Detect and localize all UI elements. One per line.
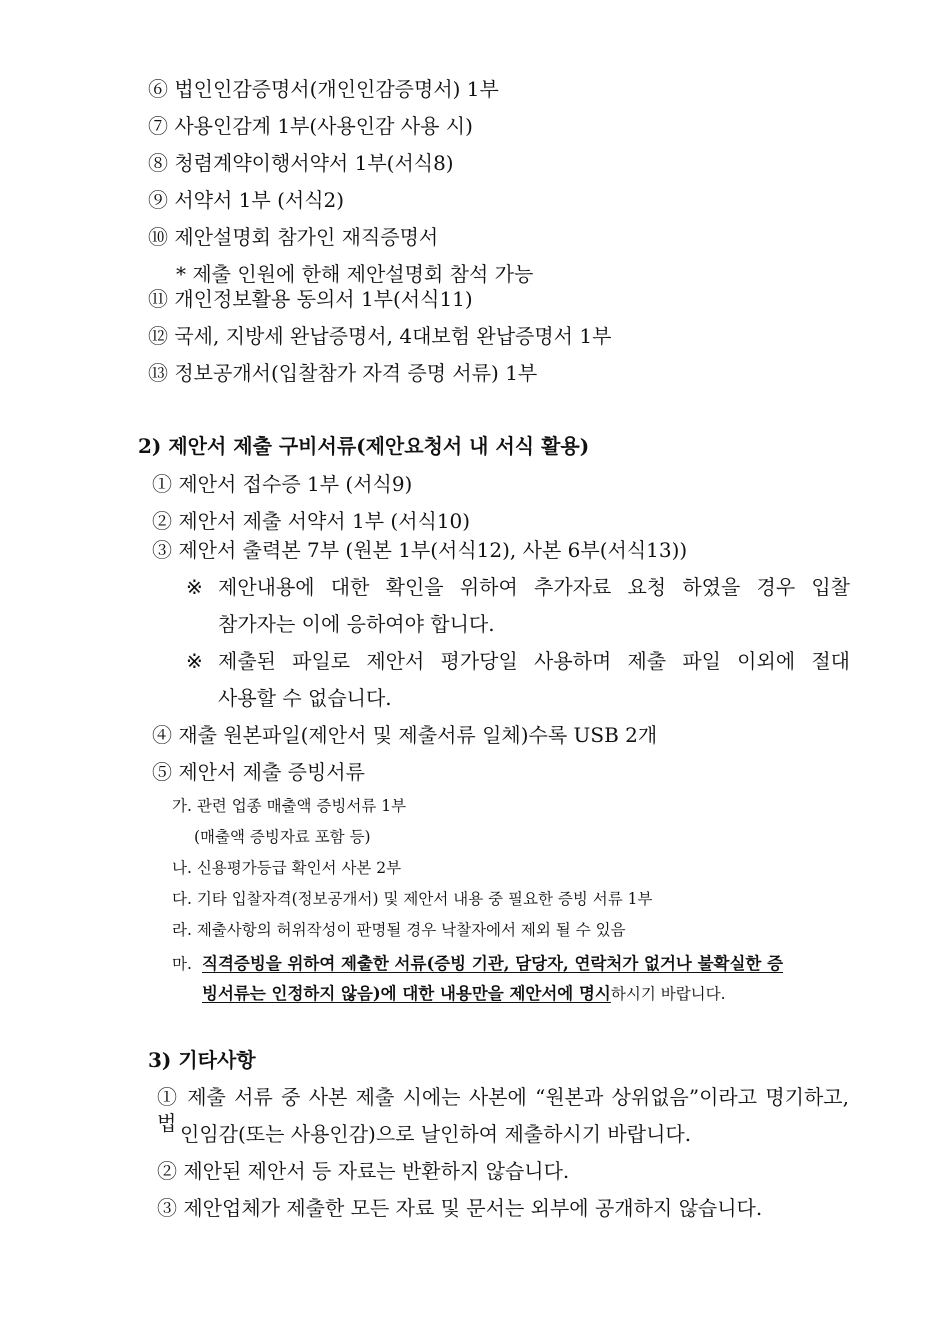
section2-item-1: ① 제안서 접수증 1부 (서식9) xyxy=(152,472,413,496)
sub-item-na: 나. 신용평가등급 확인서 사본 2부 xyxy=(172,859,402,877)
item-10: ⑩ 제안설명회 참가인 재직증명서 xyxy=(148,225,439,249)
note-2-mark: ※ xyxy=(186,649,203,673)
section2-item-5: ⑤ 제안서 제출 증빙서류 xyxy=(152,760,365,784)
section3-item-2: ② 제안된 제안서 등 자료는 반환하지 않습니다. xyxy=(157,1159,570,1183)
note-2-line1: 제출된 파일로 제안서 평가당일 사용하며 제출 파일 이외에 절대 xyxy=(218,649,850,673)
item-13: ⑬ 정보공개서(입찰참가 자격 증명 서류) 1부 xyxy=(148,361,538,385)
item-10-note: * 제출 인원에 한해 제안설명회 참석 가능 xyxy=(176,262,534,286)
sub-item-ra: 라. 제출사항의 허위작성이 판명될 경우 낙찰자에서 제외 될 수 있음 xyxy=(172,921,626,939)
section2-item-3: ③ 제안서 출력본 7부 (원본 1부(서식12), 사본 6부(서식13)) xyxy=(152,538,688,562)
section2-heading: 2) 제안서 제출 구비서류(제안요청서 내 서식 활용) xyxy=(138,434,590,458)
item-12: ⑫ 국세, 지방세 완납증명서, 4대보험 완납증명서 1부 xyxy=(148,324,612,348)
sub-item-ga-detail: (매출액 증빙자료 포함 등) xyxy=(194,828,371,846)
section3-item-1-line1: ① 제출 서류 중 사본 제출 시에는 사본에 “원본과 상위없음”이라고 명기하고, 법 xyxy=(157,1085,849,1135)
section3-item-1-line2: 인임감(또는 사용인감)으로 날인하여 제출하시기 바랍니다. xyxy=(180,1122,692,1146)
sub-item-ma-prefix: 마. xyxy=(172,955,192,973)
sub-item-ma-line1: 직격증빙을 위하여 제출한 서류(증빙 기관, 담당자, 연락처가 없거나 불확실한 증 xyxy=(202,954,784,973)
note-2-line2: 사용할 수 없습니다. xyxy=(218,686,392,710)
item-9: ⑨ 서약서 1부 (서식2) xyxy=(148,188,345,212)
item-7: ⑦ 사용인감계 1부(사용인감 사용 시) xyxy=(148,114,473,138)
sub-item-ma-line2-bold: 빙서류는 인정하지 않음)에 대한 내용만을 제안서에 명시 xyxy=(202,984,611,1003)
sub-item-ga: 가. 관련 업종 매출액 증빙서류 1부 xyxy=(172,797,407,815)
sub-item-ma-line2 xyxy=(202,983,726,1005)
note-1-line1: 제안내용에 대한 확인을 위하여 추가자료 요청 하였을 경우 입찰 xyxy=(218,575,850,599)
item-8: ⑧ 청렴계약이행서약서 1부(서식8) xyxy=(148,151,454,175)
section2-item-2: ② 제안서 제출 서약서 1부 (서식10) xyxy=(152,509,471,533)
item-11: ⑪ 개인정보활용 동의서 1부(서식11) xyxy=(148,287,473,311)
item-6: ⑥ 법인인감증명서(개인인감증명서) 1부 xyxy=(148,77,499,101)
section3-heading: 3) 기타사항 xyxy=(148,1048,256,1072)
note-1-line2: 참가자는 이에 응하여야 합니다. xyxy=(218,612,495,636)
sub-item-ma-tail: 하시기 바랍니다. xyxy=(610,985,726,1003)
section2-item-4: ④ 재출 원본파일(제안서 및 제출서류 일체)수록 USB 2개 xyxy=(152,723,658,747)
section3-item-3: ③ 제안업체가 제출한 모든 자료 및 문서는 외부에 공개하지 않습니다. xyxy=(157,1196,763,1220)
note-1-mark: ※ xyxy=(186,575,203,599)
sub-item-da: 다. 기타 입찰자격(정보공개서) 및 제안서 내용 중 필요한 증빙 서류 1부 xyxy=(172,890,653,908)
